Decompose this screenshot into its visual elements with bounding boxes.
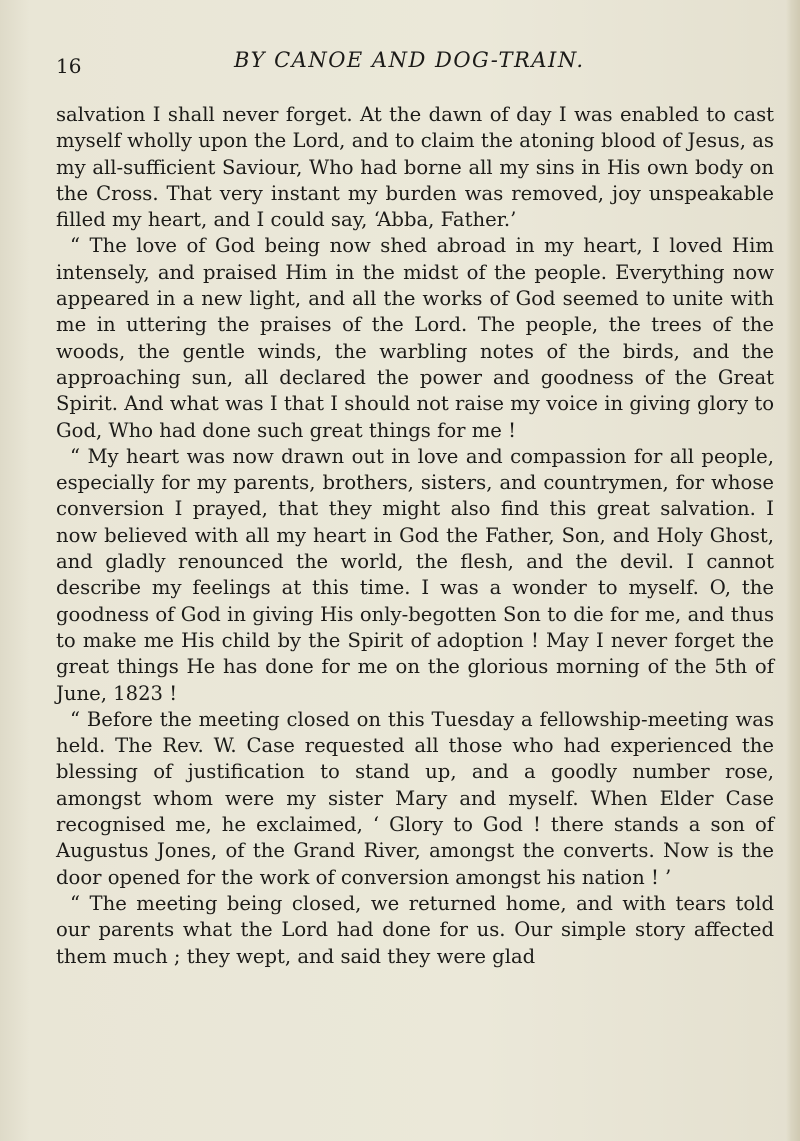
paragraph: “ The meeting being closed, we returned home, and with tears told our parents what the Lord had done for us. Our simple story affected them much ; they wept, and said they were glad: [56, 891, 774, 968]
page-gutter-shadow: [0, 0, 30, 1141]
running-head: BY CANOE AND DOG-TRAIN.: [234, 48, 585, 72]
paragraph: “ My heart was now drawn out in love and compassion for all people, especially for my parents, brothers, sisters, and countrymen, for whose conversion I prayed, that they might also find this great salvation. I now believed with all my heart in God the Father, Son, and Holy Ghost, and gladly renounced the world, the flesh, and the devil. I cannot describe my feelings at this time. I was a wonder to myself. O, the goodness of God in giving His only-begotten Son to die for me, and thus to make me His child by the Spirit of adoption ! May I never forget the great things He has done for me on the glorious morning of the 5th of June, 1823 !: [56, 444, 774, 705]
paragraph: “ Before the meeting closed on this Tuesday a fellowship-meeting was held. The Rev. W. Case requested all those who had experienced the blessing of justification to stand up, and a goodly number rose, amongst whom were my sister Mary and myself. When Elder Case recognised me, he exclaimed, ‘ Glory to God ! there stands a son of Augustus Jones, of the Grand River, amongst the converts. Now is the door opened for the work of conversion amongst his nation ! ’: [56, 707, 774, 889]
body-text: [56, 102, 774, 970]
page-edge-shadow: [786, 0, 800, 1141]
paragraph: salvation I shall never forget. At the dawn of day I was enabled to cast myself wholly upon the Lord, and to claim the atoning blood of Jesus, as my all-sufficient Saviour, Who had borne all my sins in His own body on the Cross. That very instant my burden was removed, joy unspeakable filled my heart, and I could say, ‘Abba, Father.’: [56, 103, 774, 232]
page-header: [56, 48, 766, 80]
page-number: 16: [56, 54, 82, 78]
paragraph: “ The love of God being now shed abroad in my heart, I loved Him intensely, and praised Him in the midst of the people. Everything now appeared in a new light, and all the works of God seemed to unite with me in uttering the praises of the Lord. The people, the trees of the woods, the gentle winds, the warbling notes of the birds, and the approaching sun, all declared the power and goodness of the Great Spirit. And what was I that I should not raise my voice in giving glory to God, Who had done such great things for me !: [56, 234, 774, 442]
